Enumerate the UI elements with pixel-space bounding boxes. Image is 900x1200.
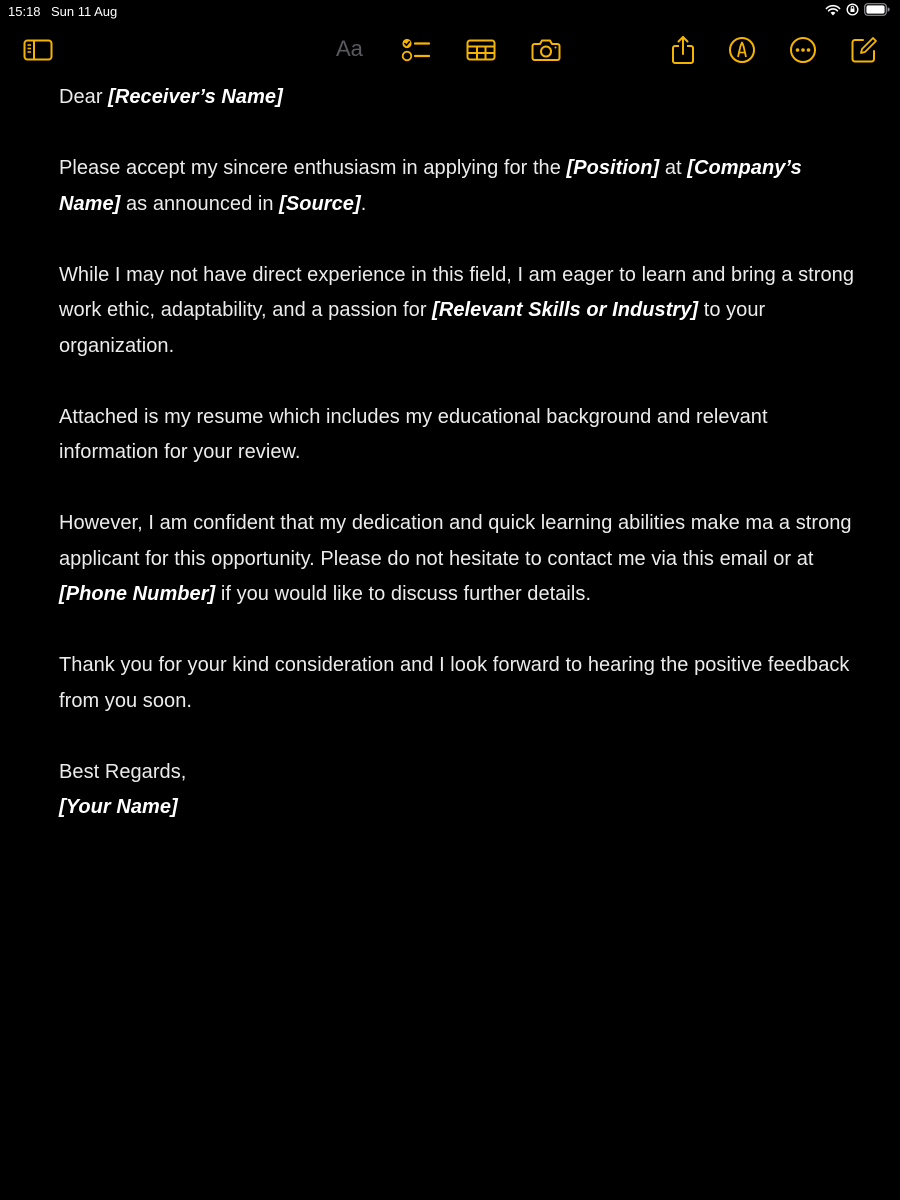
share-icon xyxy=(671,35,695,65)
notes-toolbar xyxy=(0,30,900,70)
checklist-button[interactable] xyxy=(400,34,432,66)
paragraph-1 xyxy=(59,151,859,222)
more-icon xyxy=(789,36,817,64)
paragraph-text: as announced in xyxy=(120,192,280,215)
paragraph-text: Thank you for your kind consideration and I look forward to hearing the positive feedback from you soon. xyxy=(59,654,850,712)
camera-button[interactable] xyxy=(530,34,562,66)
paragraph-text: at xyxy=(659,157,688,179)
paragraph-text: While I may not have direct experience in this field, I am eager to learn and bring a strong work ethic, adaptability, and a passion for xyxy=(59,263,855,321)
sidebar-toggle-button[interactable] xyxy=(22,34,54,66)
more-options-button[interactable] xyxy=(787,34,819,66)
checklist-icon xyxy=(401,37,431,63)
paragraph-text: . xyxy=(360,192,367,215)
your-name-placeholder: [Your Name] xyxy=(59,796,178,818)
status-indicators xyxy=(825,3,890,16)
paragraph-text: Attached is my resume which includes my educational background and relevant information for your review. xyxy=(59,405,768,463)
paragraph-text: Please accept my sincere enthusiasm in applying for the xyxy=(59,157,567,179)
company-name-placeholder: [Company’s Name] xyxy=(59,157,802,215)
phone-number-placeholder: [Phone Number] xyxy=(59,583,216,605)
compose-icon xyxy=(850,36,878,64)
new-note-button[interactable] xyxy=(848,34,880,66)
status-time: 15:18 xyxy=(8,4,41,19)
relevant-skills-placeholder: [Relevant Skills or Industry] xyxy=(432,299,699,321)
camera-icon xyxy=(531,38,561,62)
paragraph-2 xyxy=(59,258,859,365)
table-icon xyxy=(466,39,496,61)
wifi-icon xyxy=(825,4,841,16)
battery-icon xyxy=(864,3,890,16)
paragraph-text: if you would like to discuss further details. xyxy=(215,583,592,605)
position-placeholder: [Position] xyxy=(566,157,660,179)
paragraph-text: However, I am confident that my dedication and quick learning abilities make ma a strong applicant for this opportunity. Please do not hesitate to contact me via this email or at xyxy=(59,512,852,570)
note-body[interactable] xyxy=(59,80,859,861)
closing-salutation: Best Regards, xyxy=(59,760,187,783)
markup-button[interactable] xyxy=(726,34,758,66)
table-button[interactable] xyxy=(465,34,497,66)
format-text-button[interactable]: Aa xyxy=(336,36,363,61)
share-button[interactable] xyxy=(667,34,699,66)
greeting-line xyxy=(59,80,859,116)
paragraph-text: to your organization. xyxy=(59,299,766,357)
paragraph-5 xyxy=(59,648,859,719)
paragraph-3 xyxy=(59,400,859,471)
greeting-text: Dear xyxy=(59,86,109,108)
paragraph-4 xyxy=(59,506,859,613)
closing xyxy=(59,755,859,826)
status-date: Sun 11 Aug xyxy=(51,4,118,19)
sidebar-icon xyxy=(23,39,53,61)
receiver-name-placeholder: [Receiver’s Name] xyxy=(108,86,283,108)
status-bar xyxy=(0,0,900,22)
source-placeholder: [Source] xyxy=(279,192,361,215)
markup-pen-icon xyxy=(728,36,756,64)
orientation-lock-icon xyxy=(846,3,859,16)
